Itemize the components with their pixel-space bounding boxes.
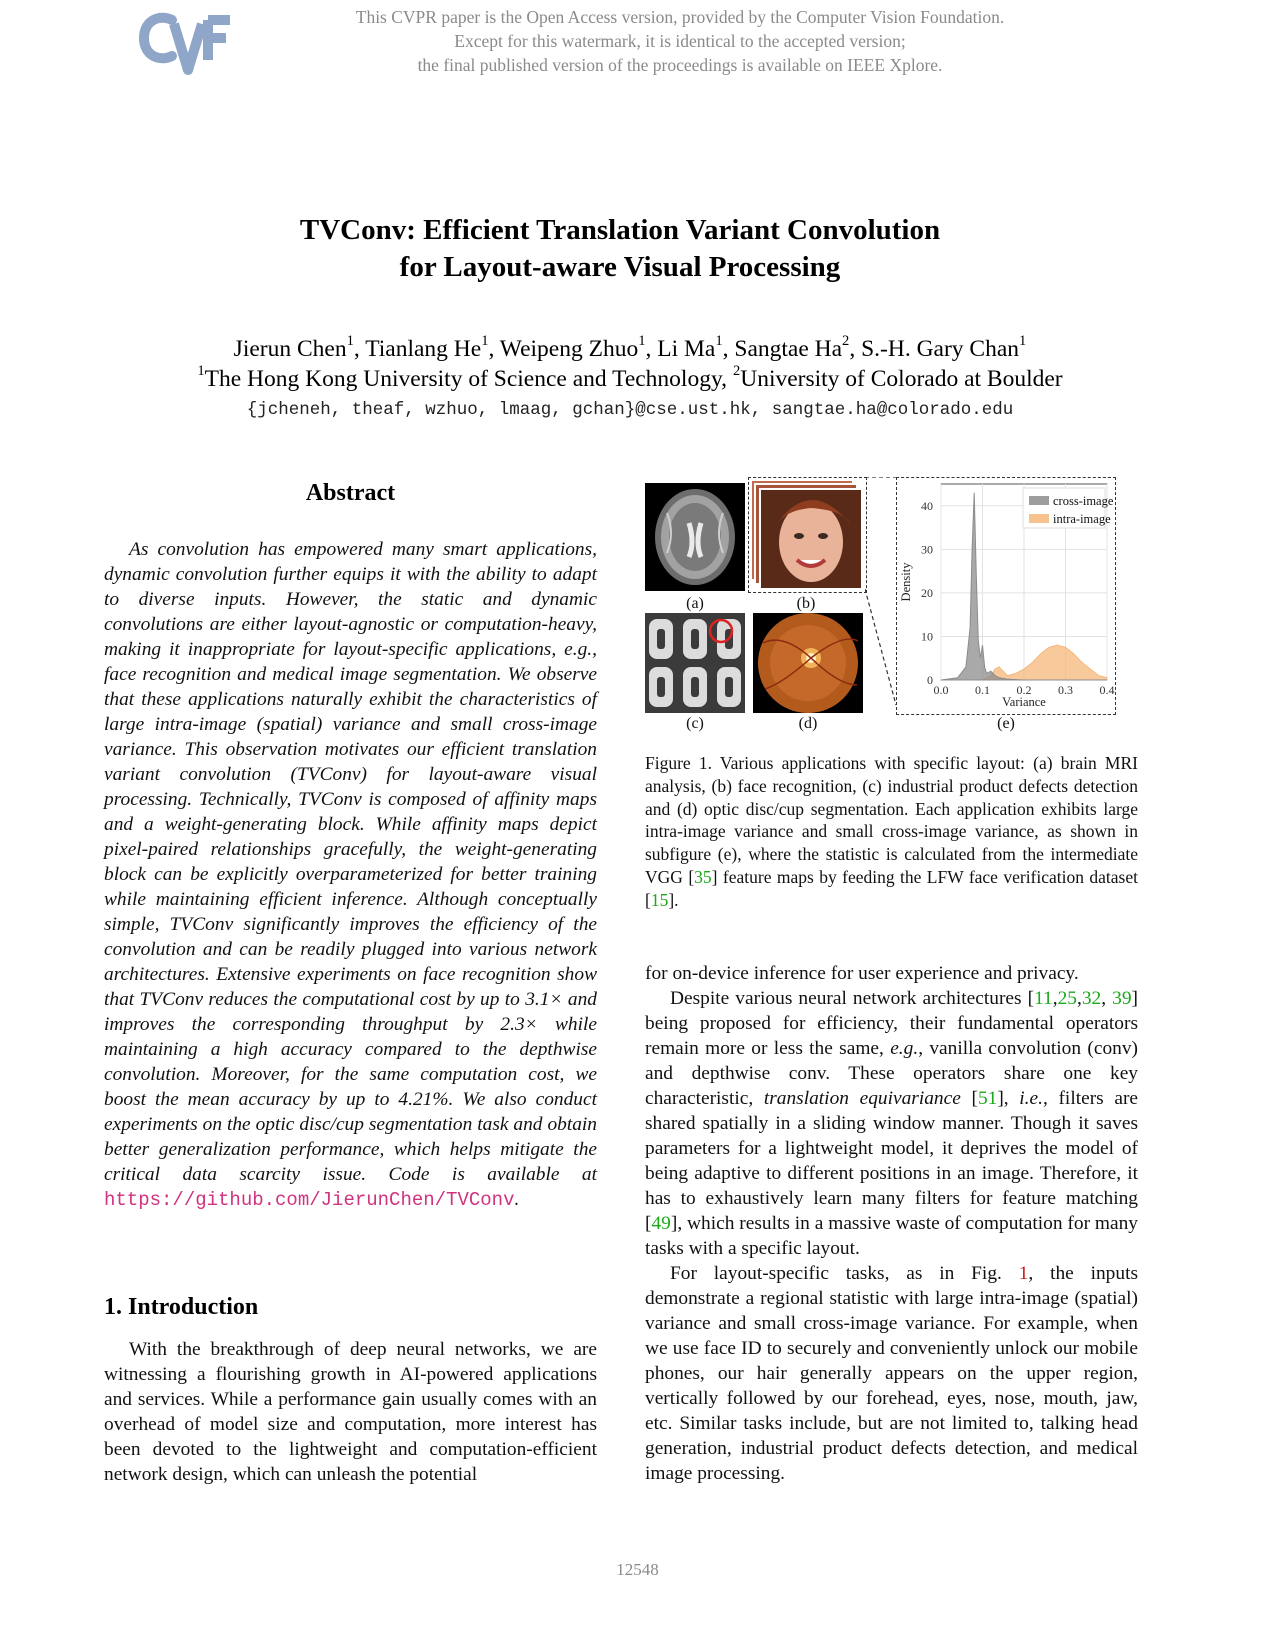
cvf-logo <box>138 8 233 76</box>
author-emails: {jcheneh, theaf, wzhuo, lmaag, gchan}@cse.ust.hk, sangtae.ha@colorado.edu <box>246 400 1014 420</box>
y-tick-label: 10 <box>921 629 933 644</box>
author-name: S.-H. Gary Chan <box>861 336 1020 362</box>
y-tick-label: 0 <box>927 673 933 687</box>
watermark-line-1: This CVPR paper is the Open Access version, provided by the Computer Vision Foundation. <box>355 7 1005 27</box>
affiliation-number: 1 <box>197 363 205 380</box>
y-tick-label: 40 <box>921 498 933 513</box>
x-tick-label: 0.4 <box>1099 683 1115 697</box>
text-run: , vanilla convolution (conv) and depthwise conv. These operators share one key characteristic, <box>645 1038 1138 1109</box>
figure-1-caption <box>645 752 1138 912</box>
subfigure-label-c: (c) <box>686 715 704 732</box>
introduction-body <box>104 1337 597 1487</box>
y-tick-label: 20 <box>921 585 933 600</box>
section-heading-introduction: 1. Introduction <box>104 1294 259 1320</box>
citation-link[interactable]: 15 <box>650 889 669 910</box>
title-line-2: for Layout-aware Visual Processing <box>399 251 841 283</box>
text-run: translation equivariance <box>763 1088 961 1109</box>
text-run: e.g. <box>890 1038 919 1059</box>
author-list: Jierun Chen$^1$, Tianlang He$^1$, Weipeng Zhuo$^1$, Li Ma$^1$, Sangtae Ha$^2$, S.-H. Gary Chan$^1$ <box>233 333 1027 362</box>
x-tick-label: 0.2 <box>1016 683 1032 697</box>
text-run: , filters are shared spatially in a sliding window manner. Though it saves parameters for a lightweight model, it deprives the model of being adaptive to different positions in an image. Therefore, it has to exhaustively learn many filters for feature matching [ <box>645 1088 1139 1234</box>
affiliations <box>80 364 1180 394</box>
face-image-stack <box>751 480 863 590</box>
caption-text: ]. <box>668 889 679 910</box>
page-number: 12548 <box>616 1560 659 1579</box>
y-tick-label: 30 <box>921 542 933 557</box>
right-column-body <box>645 961 1138 1486</box>
text-run: ], which results in a massive waste of computation for many tasks with a specific layout. <box>645 1213 1138 1259</box>
text-run: , the inputs demonstrate a regional statistic with large intra-image (spatial) variance and small cross-image variance. For example, when we use face ID to securely and conveniently unlock our mobile phones, our hair generally appears on the upper region, vertically followed by our forehead, eyes, nose, mouth, jaw, etc. Similar tasks include, but are not limited to, talking head generation, industrial product defects detection, and medical image processing. <box>645 1263 1139 1484</box>
abstract-text: As convolution has empowered many smart applications, dynamic convolution further equips it with the ability to adapt to diverse inputs. However, the static and dynamic convolutions are either layout-agnostic or computation-heavy, making it inappropriate for layout-specific applications, e.g., face recognition and medical image segmentation. We observe that these applications naturally exhibit the characteristics of large intra-image (spatial) variance and small cross-image variance. This observation motivates our efficient translation variant convolution (TVConv) for layout-aware visual processing. Technically, TVConv is composed of affinity maps and a weight-generating block. While affinity maps depict pixel-paired relationships gracefully, the weight-generating block can be explicitly overparameterized for better training while maintaining efficient inference. Although conceptually simple, TVConv significantly improves the efficiency of the convolution and can be readily plugged into various network architectures. Extensive experiments on face recognition show that TVConv reduces the computational cost by up to 3.1× and improves the corresponding throughput by 2.3× while maintaining a high accuracy compared to the depthwise convolution. Moreover, for the same computation cost, we boost the mean accuracy by up to 4.21%. We also conduct experiments on the optic disc/cup segmentation task and obtain better generalization performance, which helps mitigate the critical data scarcity issue. Code is available at <box>104 539 597 1185</box>
paragraph-layout-specific <box>645 1261 1138 1486</box>
text-run: ], <box>997 1088 1020 1109</box>
text-run: For layout-specific tasks, as in Fig. <box>670 1263 1019 1284</box>
figure-reference-link[interactable]: 1 <box>1018 1263 1029 1284</box>
figure-1 <box>645 483 1138 745</box>
citation-link[interactable]: 39 <box>1112 988 1132 1009</box>
paper-title <box>120 212 1120 286</box>
legend-label: intra-image <box>1053 512 1111 526</box>
citation-link[interactable]: 25 <box>1057 988 1077 1009</box>
author-affiliation-mark: 2 <box>842 333 850 350</box>
paragraph-continuation: for on-device inference for user experience and privacy. <box>645 963 1079 984</box>
abstract-end: . <box>514 1189 520 1210</box>
affiliation-number: 2 <box>732 363 741 380</box>
chart-x-axis-label: Variance <box>1002 695 1046 709</box>
citation-link[interactable]: 35 <box>694 866 712 887</box>
density-chart <box>897 478 1115 714</box>
author-affiliation-mark: 1 <box>1019 333 1027 350</box>
author-name: Li Ma <box>657 336 716 362</box>
brain-mri-image <box>645 483 745 591</box>
intro-paragraph: With the breakthrough of deep neural networks, we are witnessing a flourishing growth in AI-powered applications and services. While a performance gain usually comes with an overhead of model size and computation, more interest has been devoted to the lightweight and computation-efficient network design, which can unleash the potential <box>104 1339 597 1485</box>
x-tick-label: 0.1 <box>975 683 990 697</box>
x-tick-label: 0.0 <box>933 683 949 697</box>
caption-text: ] feature maps by feeding the LFW face verification dataset [ <box>645 866 1138 910</box>
author-affiliation-mark: 1 <box>481 333 489 350</box>
subfigure-label-b: (b) <box>796 595 816 612</box>
legend-swatch <box>1029 514 1049 523</box>
chart-legend <box>1023 488 1114 528</box>
chart-y-axis-label: Density <box>899 562 913 602</box>
subfigure-label-e: (e) <box>997 715 1015 732</box>
author-affiliation-mark: 1 <box>715 333 723 350</box>
title-line-1: TVConv: Efficient Translation Variant Convolution <box>299 214 941 246</box>
citation-link[interactable]: 32 <box>1081 988 1102 1009</box>
legend-label: cross-image <box>1053 494 1114 508</box>
author-name: Weipeng Zhuo <box>499 336 639 362</box>
watermark-line-3: the final published version of the proceedings is available on IEEE Xplore. <box>417 55 943 75</box>
watermark-notice <box>260 5 1100 77</box>
author-affiliation-mark: 1 <box>638 333 646 350</box>
paragraph-architectures: Despite various neural network architectures [11,25,32, 39] being proposed for efficiency, their fundamental operators remain more or less the same, e.g., vanilla convolution (conv) and depthwise conv. These operators share one key characteristic, translation equivariance [51], i.e., filters are shared spatially in a sliding window manner. Though it saves parameters for a lightweight model, it deprives the model of being adaptive to different positions in an image. Therefore, it has to exhaustively learn many filters for feature matching [49], which results in a massive waste of computation for many tasks with a specific layout. <box>645 988 1139 1259</box>
x-tick-label: 0.3 <box>1058 683 1073 697</box>
text-run: ] being proposed for efficiency, their fundamental operators remain more or less the same, <box>645 988 1138 1059</box>
subfigure-label-a: (a) <box>686 595 704 612</box>
industrial-product-image <box>645 613 745 713</box>
code-link[interactable]: https://github.com/JierunChen/TVConv <box>104 1189 515 1211</box>
text-run: i.e. <box>1019 1088 1043 1109</box>
affiliation-name: University of Colorado at Boulder <box>740 366 1063 392</box>
citation-link[interactable]: 11 <box>1034 988 1053 1009</box>
text-run: Despite various neural network architectures [ <box>670 988 1035 1009</box>
optic-disc-image <box>753 613 863 713</box>
caption-text: Figure 1. Various applications with specific layout: (a) brain MRI analysis, (b) face recognition, (c) industrial product defects detection and (d) optic disc/cup segmentation. Each application exhibits large intra-image variance and small cross-image variance, as shown in subfigure (e), where the statistic is calculated from the intermediate VGG [ <box>645 753 1138 887</box>
text-run: [ <box>960 1088 978 1109</box>
author-affiliation-mark: 1 <box>346 333 354 350</box>
abstract-body <box>104 537 597 1213</box>
abstract-heading: Abstract <box>305 480 396 506</box>
affiliation-name: The Hong Kong University of Science and Technology, <box>204 366 733 392</box>
legend-swatch <box>1029 496 1049 505</box>
subfigure-label-d: (d) <box>798 715 818 732</box>
watermark-line-2: Except for this watermark, it is identical to the accepted version; <box>454 31 906 51</box>
citation-link[interactable]: 49 <box>651 1213 671 1234</box>
citation-link[interactable]: 51 <box>977 1088 998 1109</box>
author-name: Tianlang He <box>365 336 482 362</box>
author-name: Sangtae Ha <box>734 336 843 362</box>
author-name: Jierun Chen <box>233 336 347 362</box>
